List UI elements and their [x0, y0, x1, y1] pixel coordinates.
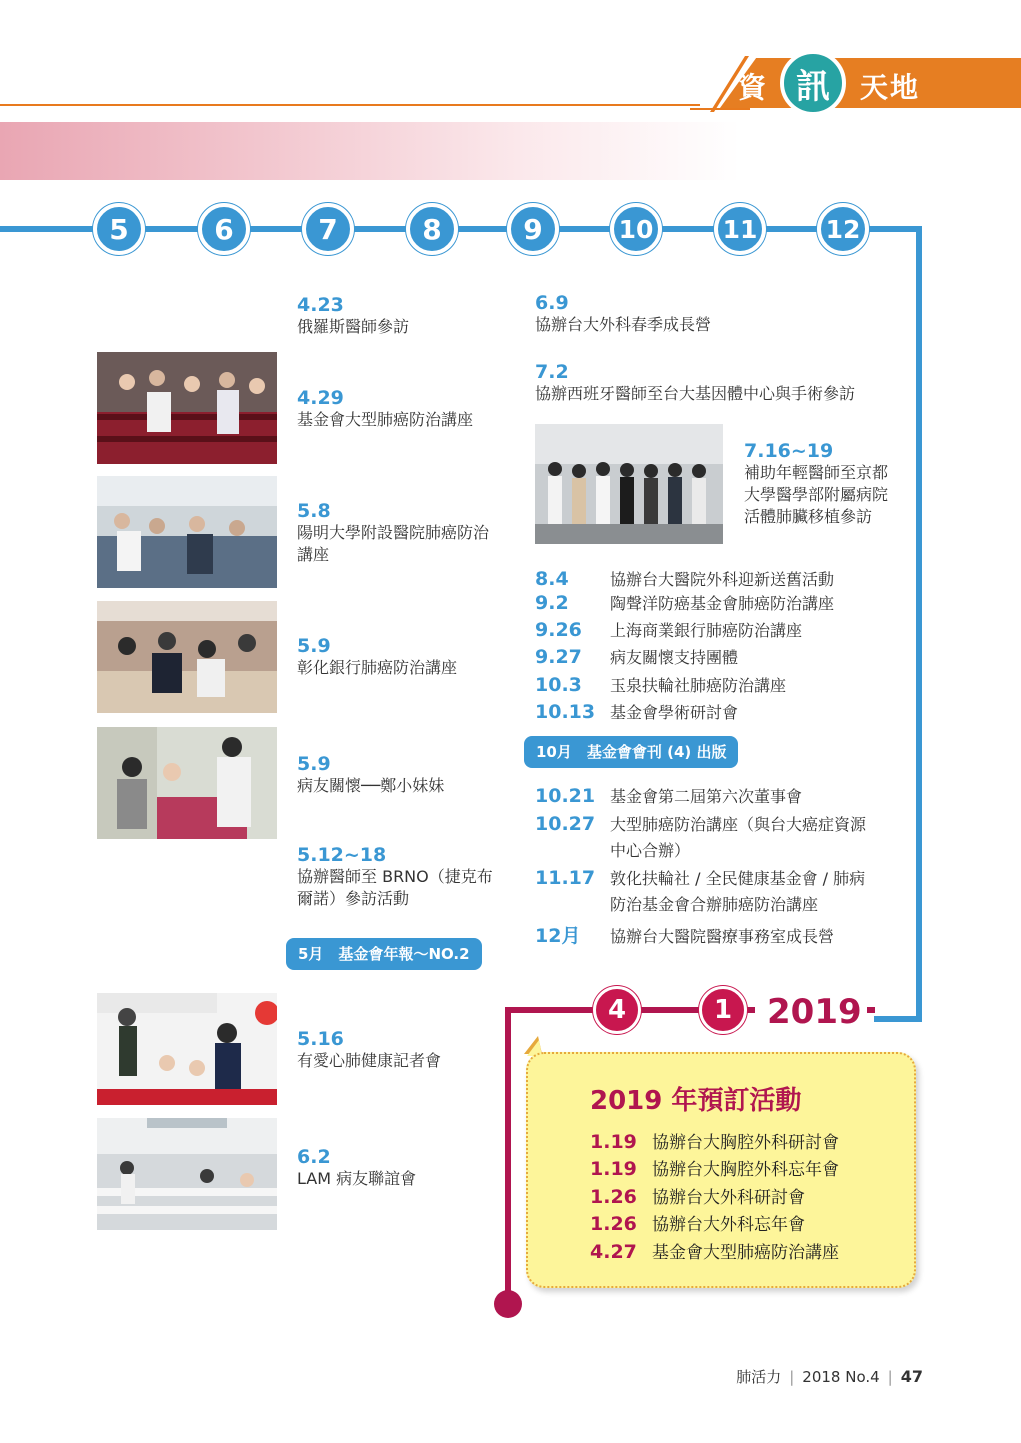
plan-text: 協辦台大胸腔外科研討會 [652, 1133, 839, 1153]
month-circle-2019-1: 1 [699, 986, 747, 1034]
month-circle-2019-4: 4 [593, 986, 641, 1034]
item-text-line2: 防治基金會合辦肺癌防治講座 [610, 895, 819, 914]
item-date: 8.4 [535, 568, 569, 590]
item-text: 大型肺癌防治講座（與台大癌症資源 [610, 815, 867, 834]
month-circle-6: 6 [198, 203, 250, 255]
plan-text: 協辦台大外科忘年會 [652, 1215, 805, 1235]
event-text: 病友關懷──鄭小妹妹 [297, 776, 445, 795]
list-item [535, 812, 866, 836]
list-item [535, 618, 802, 642]
event-text: 俄羅斯醫師參訪 [297, 317, 410, 336]
item-date: 9.26 [535, 619, 582, 641]
tab-circle: 訊 [780, 50, 846, 116]
item-text: 基金會學術研討會 [610, 703, 739, 722]
plan-date: 1.19 [590, 1131, 637, 1153]
item-date: 10.21 [535, 785, 596, 807]
event-text-line2: 爾諾）參訪活動 [297, 889, 410, 908]
event-text: LAM 病友聯誼會 [297, 1169, 417, 1188]
item-text: 玉泉扶輪社肺癌防治講座 [610, 676, 787, 695]
plan-date: 1.26 [590, 1213, 637, 1235]
event-text-line3: 活體肺臟移植參訪 [744, 507, 873, 526]
footer-magazine: 肺活力 [736, 1368, 782, 1386]
year-label-2019: 2019 [767, 992, 862, 1032]
list-item [535, 784, 802, 808]
photo-group-kyoto [535, 424, 723, 544]
event-text: 協辦醫師至 BRNO（捷克布 [297, 867, 493, 886]
item-text: 協辦台大醫院醫療事務室成長營 [610, 927, 835, 946]
month-circle-9: 9 [507, 203, 559, 255]
event-text-line1: 補助年輕醫師至京都 [744, 463, 889, 482]
item-date: 12月 [535, 925, 581, 947]
month-circle-10: 10 [610, 203, 662, 255]
item-text: 基金會第二屆第六次董事會 [610, 787, 803, 806]
item-date: 10.13 [535, 701, 596, 723]
footer-issue: 2018 No.4 [802, 1368, 880, 1386]
event-date: 6.2 [297, 1146, 331, 1168]
event-0423 [297, 294, 409, 338]
plan-text: 協辦台大外科研討會 [652, 1188, 805, 1208]
item-text: 病友關懷支持團體 [610, 648, 739, 667]
list-item [535, 673, 786, 697]
event-date: 6.9 [535, 292, 569, 314]
plan-text: 基金會大型肺癌防治講座 [652, 1243, 839, 1263]
footer-separator: | [789, 1368, 795, 1386]
event-date: 5.12~18 [297, 844, 387, 866]
plan-date: 1.26 [590, 1186, 637, 1208]
photo-lam-meeting [97, 1118, 277, 1230]
event-date: 5.16 [297, 1028, 344, 1050]
event-date: 7.2 [535, 361, 569, 383]
item-date: 9.2 [535, 592, 569, 614]
event-0508 [297, 500, 489, 566]
list-item [535, 591, 834, 615]
timeline-2019-vertical [505, 1007, 511, 1305]
event-text: 彰化銀行肺癌防治講座 [297, 658, 458, 677]
plan-item [590, 1155, 839, 1180]
plan-item [590, 1183, 805, 1208]
plan-text: 協辦台大胸腔外科忘年會 [652, 1160, 839, 1180]
list-item [535, 921, 834, 945]
section-tab [690, 58, 1021, 108]
item-date: 10.3 [535, 674, 582, 696]
event-text: 協辦台大外科春季成長營 [535, 315, 712, 334]
plan-item [590, 1210, 805, 1235]
photo-bank-lecture [97, 601, 277, 713]
plan-item [590, 1238, 839, 1263]
event-text: 有愛心肺健康記者會 [297, 1051, 442, 1070]
header-rule [0, 104, 700, 106]
list-item [535, 700, 738, 724]
item-text: 陶聲洋防癌基金會肺癌防治講座 [610, 594, 835, 613]
event-text: 基金會大型肺癌防治講座 [297, 410, 474, 429]
event-0512 [297, 844, 493, 910]
event-date: 5.8 [297, 500, 331, 522]
photo-lecture-hall [97, 352, 277, 464]
item-date: 9.27 [535, 646, 582, 668]
event-text: 陽明大學附設醫院肺癌防治 [297, 523, 490, 542]
item-text-line2: 中心合辦） [610, 841, 691, 860]
event-0602 [297, 1146, 416, 1190]
plan-date: 4.27 [590, 1241, 637, 1263]
plan-2019-box [526, 1052, 916, 1288]
list-item [535, 866, 865, 890]
item-text: 上海商業銀行肺癌防治講座 [610, 621, 803, 640]
photo-press-conference [97, 993, 277, 1105]
photo-patient-visit [97, 727, 277, 839]
month-circle-8: 8 [406, 203, 458, 255]
event-date: 4.23 [297, 294, 344, 316]
plan-date: 1.19 [590, 1158, 637, 1180]
event-0429 [297, 387, 473, 431]
event-date: 5.9 [297, 635, 331, 657]
month-circle-11: 11 [714, 203, 766, 255]
event-date: 4.29 [297, 387, 344, 409]
event-text: 協辦西班牙醫師至台大基因體中心與手術參訪 [535, 384, 856, 403]
header-pink-band [0, 122, 740, 180]
list-item [535, 567, 834, 591]
journal-pill: 10月 基金會會刊 (4) 出版 [524, 736, 738, 768]
month-circle-7: 7 [302, 203, 354, 255]
timeline-vertical [916, 226, 922, 1022]
footer-separator: | [887, 1368, 893, 1386]
page-number: 47 [900, 1367, 923, 1386]
timeline-connector [874, 1016, 922, 1022]
event-0509-patient [297, 753, 444, 797]
list-item-continued [535, 838, 690, 862]
event-text-line2: 大學醫學部附屬病院 [744, 485, 889, 504]
photo-hospital-lecture [97, 476, 277, 588]
month-circle-12: 12 [817, 203, 869, 255]
event-0702 [535, 361, 855, 405]
tab-text-left: 資 [738, 71, 769, 104]
page-footer [736, 1366, 923, 1387]
annual-report-pill: 5月 基金會年報～NO.2 [286, 938, 482, 970]
event-0716 [744, 440, 888, 528]
event-date: 5.9 [297, 753, 331, 775]
event-0509-bank [297, 635, 457, 679]
item-date: 11.17 [535, 867, 596, 889]
item-text: 協辦台大醫院外科迎新送舊活動 [610, 570, 835, 589]
event-date: 7.16~19 [744, 440, 834, 462]
tab-text-right: 天地 [860, 71, 921, 104]
list-item-continued [535, 892, 818, 916]
plan-title: 2019 年預訂活動 [590, 1086, 802, 1116]
timeline-2019-end-dot [494, 1290, 522, 1318]
event-0609 [535, 292, 711, 336]
list-item [535, 645, 738, 669]
event-0516 [297, 1028, 441, 1072]
month-circle-5: 5 [93, 203, 145, 255]
event-text-line2: 講座 [297, 545, 330, 564]
item-date: 10.27 [535, 813, 596, 835]
plan-item [590, 1128, 839, 1153]
item-text: 敦化扶輪社 / 全民健康基金會 / 肺病 [610, 869, 866, 888]
